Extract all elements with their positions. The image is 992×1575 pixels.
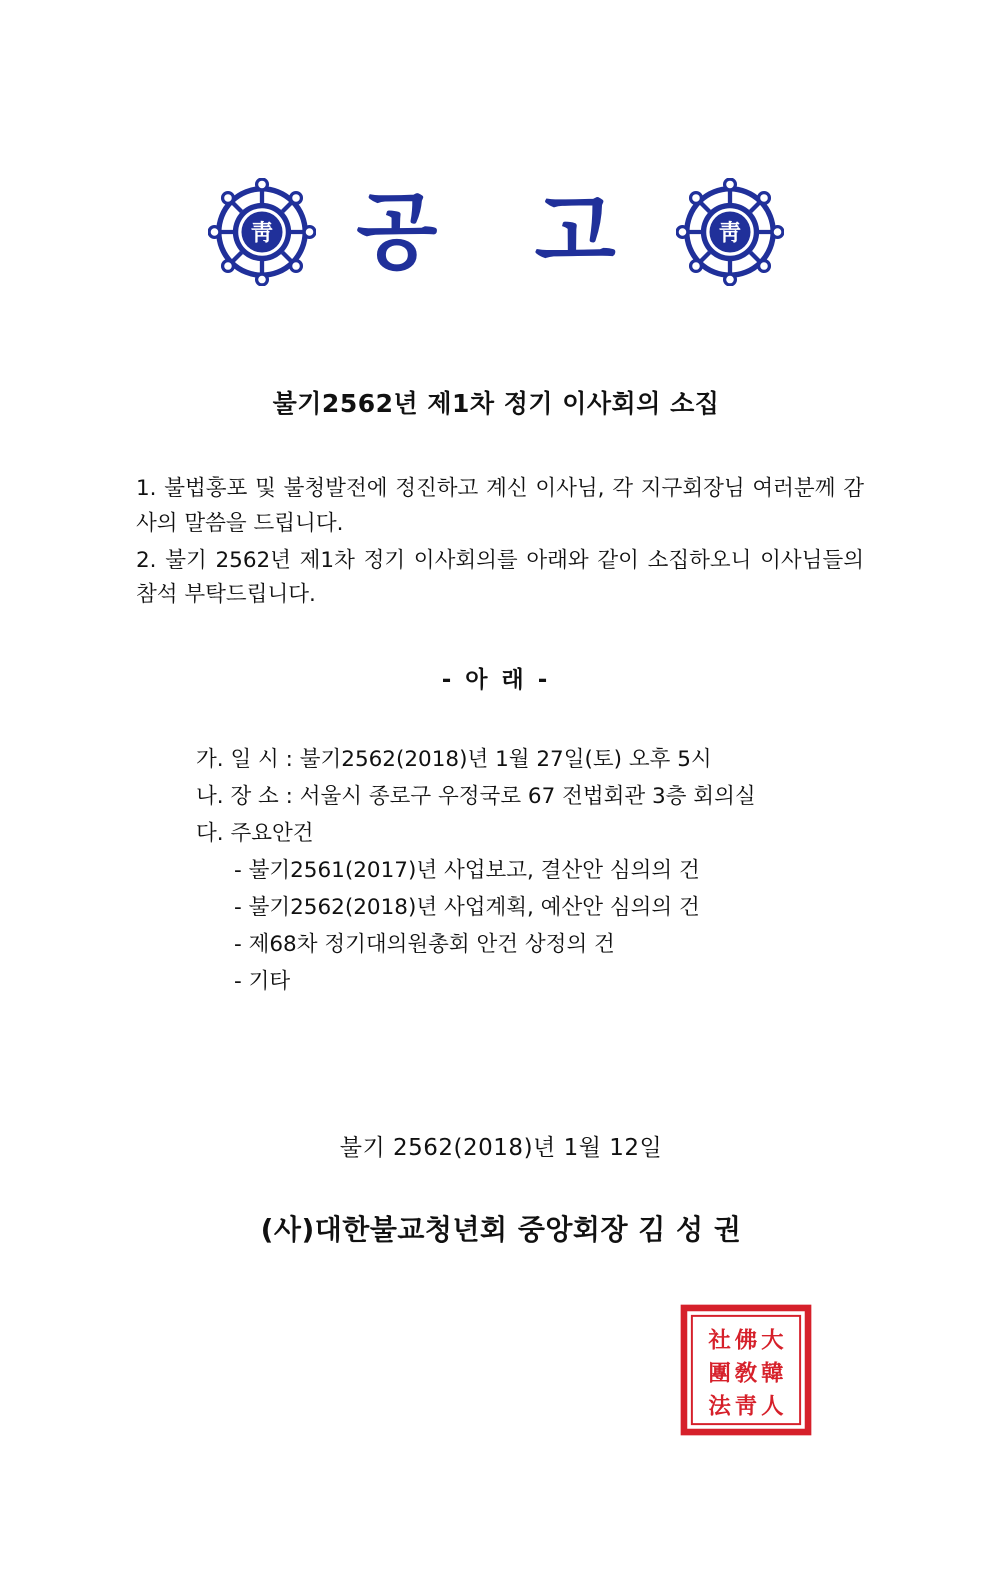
- svg-text:人: 人: [761, 1393, 784, 1420]
- svg-text:佛: 佛: [734, 1327, 758, 1354]
- detail-item-agenda-heading: 다. 주요안건: [196, 821, 314, 847]
- svg-text:靑: 靑: [718, 220, 742, 247]
- agenda-item-1: - 불기2561(2017)년 사업보고, 결산안 심의의 건: [234, 858, 700, 884]
- svg-text:靑: 靑: [250, 220, 274, 247]
- svg-text:靑: 靑: [734, 1393, 758, 1420]
- svg-text:團: 團: [708, 1360, 731, 1387]
- document-title: 불기2562년 제1차 정기 이사회의 소집: [272, 389, 720, 418]
- document-header: [0, 172, 992, 292]
- document-body: [136, 472, 864, 613]
- detail-item-datetime: 가. 일 시 : 불기2562(2018)년 1월 27일(토) 오후 5시: [196, 747, 712, 773]
- agenda-item-3: - 제68차 정기대의원총회 안건 상정의 건: [234, 932, 615, 958]
- agenda-item-2: - 불기2562(2018)년 사업계획, 예산안 심의의 건: [234, 895, 700, 921]
- header-title: 공 고: [356, 183, 650, 281]
- svg-text:敎: 敎: [734, 1360, 758, 1387]
- section-marker: - 아 래 -: [441, 667, 551, 694]
- announcement-document: [0, 172, 992, 1575]
- details-list: [196, 742, 992, 1001]
- dharma-wheel-emblem-left: [208, 178, 316, 286]
- svg-text:韓: 韓: [761, 1360, 784, 1387]
- issue-date: 불기 2562(2018)년 1월 12일: [339, 1135, 663, 1162]
- agenda-item-4: - 기타: [234, 969, 291, 995]
- red-official-seal: [680, 1304, 812, 1436]
- dharma-wheel-emblem-right: [676, 178, 784, 286]
- signature-line: (사)대한불교청년회 중앙회장 김 성 권: [260, 1213, 742, 1247]
- body-paragraph-2: 2. 불기 2562년 제1차 정기 이사회의를 아래와 같이 소집하오니 이사님들의 참석 부탁드립니다.: [136, 547, 864, 608]
- body-paragraph-1: 1. 불법홍포 및 불청발전에 정진하고 계신 이사님, 각 지구회장님 여러분께 감사의 말씀을 드립니다.: [136, 476, 864, 536]
- detail-item-location: 나. 장 소 : 서울시 종로구 우정국로 67 전법회관 3층 회의실: [196, 784, 756, 810]
- agenda-list: [234, 853, 992, 1001]
- svg-text:大: 大: [761, 1327, 784, 1354]
- svg-text:社: 社: [708, 1327, 731, 1354]
- svg-text:法: 法: [708, 1393, 731, 1420]
